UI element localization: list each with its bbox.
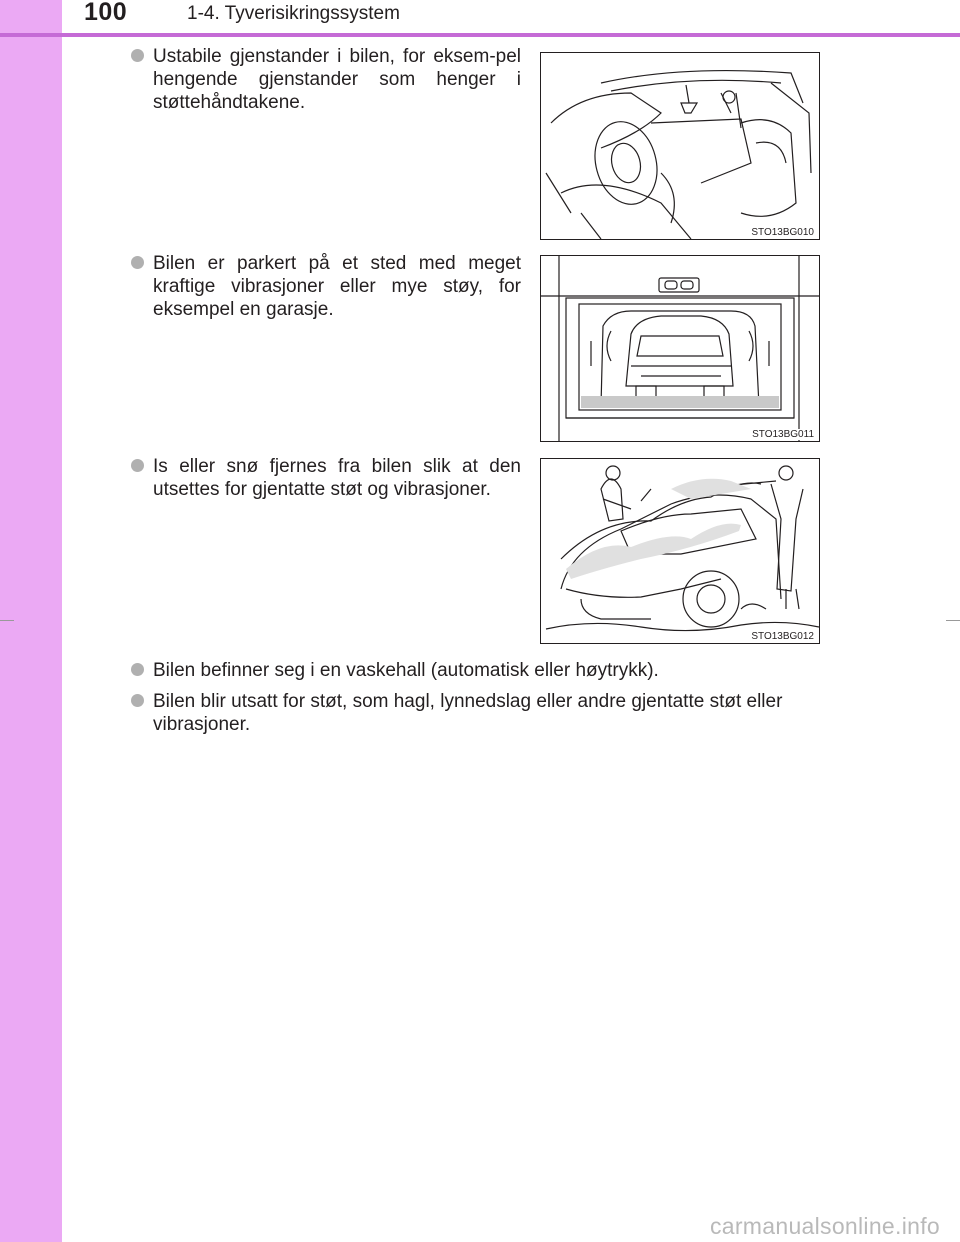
- figure-car-wash-garage: [540, 255, 820, 442]
- page-number: 100: [84, 0, 128, 26]
- car-wash-garage-illustration: [541, 256, 819, 441]
- bullet-item-unstable-objects: [131, 45, 521, 114]
- figure-snow-removal: [540, 458, 820, 644]
- bullet-text: Ustabile gjenstander i bilen, for eksem-pel hengende gjenstander som henger i støttehåndtakene.: [153, 46, 521, 113]
- bullet-item-impacts: [131, 690, 871, 736]
- bullet-item-snow-removal: [131, 455, 521, 501]
- bullet-dot-icon: [131, 256, 144, 269]
- header-rule: [0, 33, 960, 37]
- snow-removal-illustration: [541, 459, 819, 643]
- car-interior-hanging-objects-illustration: [541, 53, 819, 239]
- figure-code: STO13BG011: [752, 429, 814, 440]
- bullet-item-parked-vibrations: [131, 252, 521, 321]
- section-title: 1-4. Tyverisikringssystem: [187, 3, 400, 24]
- bullet-text: Bilen er parkert på et sted med meget kraftige vibrasjoner eller mye støy, for eksempel en garasje.: [153, 253, 521, 320]
- bullet-dot-icon: [131, 49, 144, 62]
- side-tab: [0, 0, 62, 1242]
- bullet-dot-icon: [131, 694, 144, 707]
- crop-mark-left: [0, 620, 14, 621]
- crop-mark-right: [946, 620, 960, 621]
- bullet-text: Bilen blir utsatt for støt, som hagl, lynnedslag eller andre gjentatte støt eller vibrasjoner.: [153, 691, 783, 735]
- watermark: carmanualsonline.info: [709, 1213, 940, 1239]
- figure-code: STO13BG010: [751, 227, 814, 238]
- figure-car-interior: [540, 52, 820, 240]
- bullet-item-car-wash: [131, 659, 871, 682]
- bullet-dot-icon: [131, 459, 144, 472]
- bullet-text: Bilen befinner seg i en vaskehall (automatisk eller høytrykk).: [153, 660, 659, 681]
- figure-code: STO13BG012: [751, 631, 814, 642]
- bullet-text: Is eller snø fjernes fra bilen slik at den utsettes for gjentatte støt og vibrasjoner.: [153, 456, 521, 500]
- bullet-dot-icon: [131, 663, 144, 676]
